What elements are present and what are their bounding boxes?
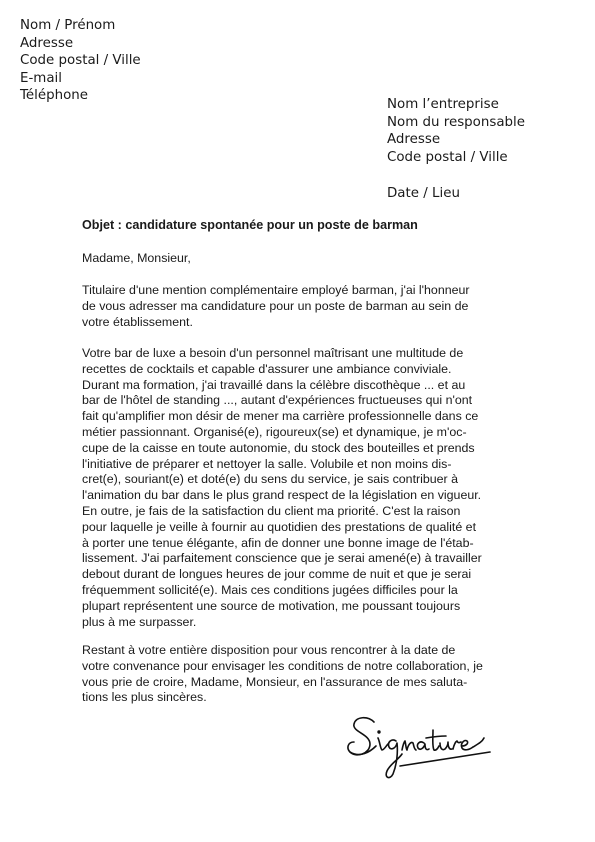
paragraph-line: cupe de la caisse en toute autonomie, du stock des bouteilles et prends: [82, 440, 475, 455]
handwritten-signature: [340, 708, 500, 788]
paragraph-line: fait qu'amplifier mon désir de mener ma carrière professionnelle dans ce: [82, 409, 479, 424]
letter-object: Objet : candidature spontanée pour un poste de barman: [82, 218, 418, 232]
paragraph-line: Durant ma formation, j'ai travaillé dans la célèbre discothèque ... et au: [82, 377, 466, 392]
sender-name: Nom / Prénom: [20, 18, 116, 33]
paragraph-line: l'animation du bar dans le plus grand respect de la législation en vigueur.: [82, 488, 482, 503]
paragraph-line: fréquemment sollicité(e). Mais ces conditions jugées difficiles pour la: [82, 582, 458, 597]
sender-block: [20, 17, 141, 105]
recipient-postal-city: Code postal / Ville: [387, 149, 508, 165]
paragraph-line: En outre, je fais de la satisfaction du client ma priorité. C'est la raison: [82, 503, 461, 518]
paragraph-line: votre convenance pour envisager les conditions de notre collaboration, je: [82, 658, 483, 673]
paragraph-line: bar de l'hôtel de standing ..., autant d'expériences fructueuses qui n'ont: [82, 393, 473, 408]
paragraph-line: Votre bar de luxe a besoin d'un personnel maîtrisant une multitude de: [82, 346, 464, 360]
paragraph-line: votre établissement.: [82, 314, 193, 329]
paragraph-line: de vous adresser ma candidature pour un poste de barman au sein de: [82, 298, 469, 313]
recipient-block: [387, 96, 525, 166]
paragraph-line: recettes de cocktails et capable d'assurer une ambiance conviviale.: [82, 361, 452, 376]
paragraph-line: Restant à votre entière disposition pour vous rencontrer à la date de: [82, 643, 456, 657]
paragraph-line: lissement. J'ai parfaitement conscience que je serai amené(e) à travailler: [82, 551, 482, 566]
paragraph-line: l'initiative de préparer et nettoyer la salle. Volubile et non moins dis-: [82, 456, 452, 471]
paragraph-line: pour laquelle je veille à fournir au quotidien des prestations de qualité et: [82, 519, 477, 534]
paragraph-line: debout durant de longues heures de jour comme de nuit et que je serai: [82, 567, 472, 582]
recipient-manager: Nom du responsable: [387, 114, 525, 130]
paragraph-intro: [82, 283, 522, 330]
paragraph-line: plupart représentent une source de motivation, me poussant toujours: [82, 598, 461, 613]
sender-phone: Téléphone: [20, 88, 89, 104]
paragraph-line: Titulaire d'une mention complémentaire employé barman, j'ai l'honneur: [82, 283, 470, 297]
paragraph-line: tions les plus sincères.: [82, 690, 207, 705]
paragraph-line: métier passionnant. Organisé(e), rigoureux(se) et dynamique, je m'oc-: [82, 424, 467, 439]
paragraph-line: vous prie de croire, Madame, Monsieur, en l'assurance de mes saluta-: [82, 674, 468, 689]
recipient-address: Adresse: [387, 132, 441, 148]
date-place: Date / Lieu: [387, 186, 460, 201]
paragraph-line: plus à me surpasser.: [82, 614, 197, 629]
sender-address: Adresse: [20, 35, 74, 51]
paragraph-line: cret(e), souriant(e) et doté(e) du sens du service, je sais contribuer à: [82, 472, 459, 487]
recipient-company: Nom l’entreprise: [387, 97, 499, 112]
letter-greeting: Madame, Monsieur,: [82, 251, 191, 265]
paragraph-closing: [82, 643, 522, 706]
sender-postal-city: Code postal / Ville: [20, 53, 141, 69]
paragraph-line: à porter une tenue élégante, afin de donner une bonne image de l'étab-: [82, 535, 474, 550]
paragraph-body: [82, 346, 522, 630]
sender-email: E-mail: [20, 70, 62, 86]
